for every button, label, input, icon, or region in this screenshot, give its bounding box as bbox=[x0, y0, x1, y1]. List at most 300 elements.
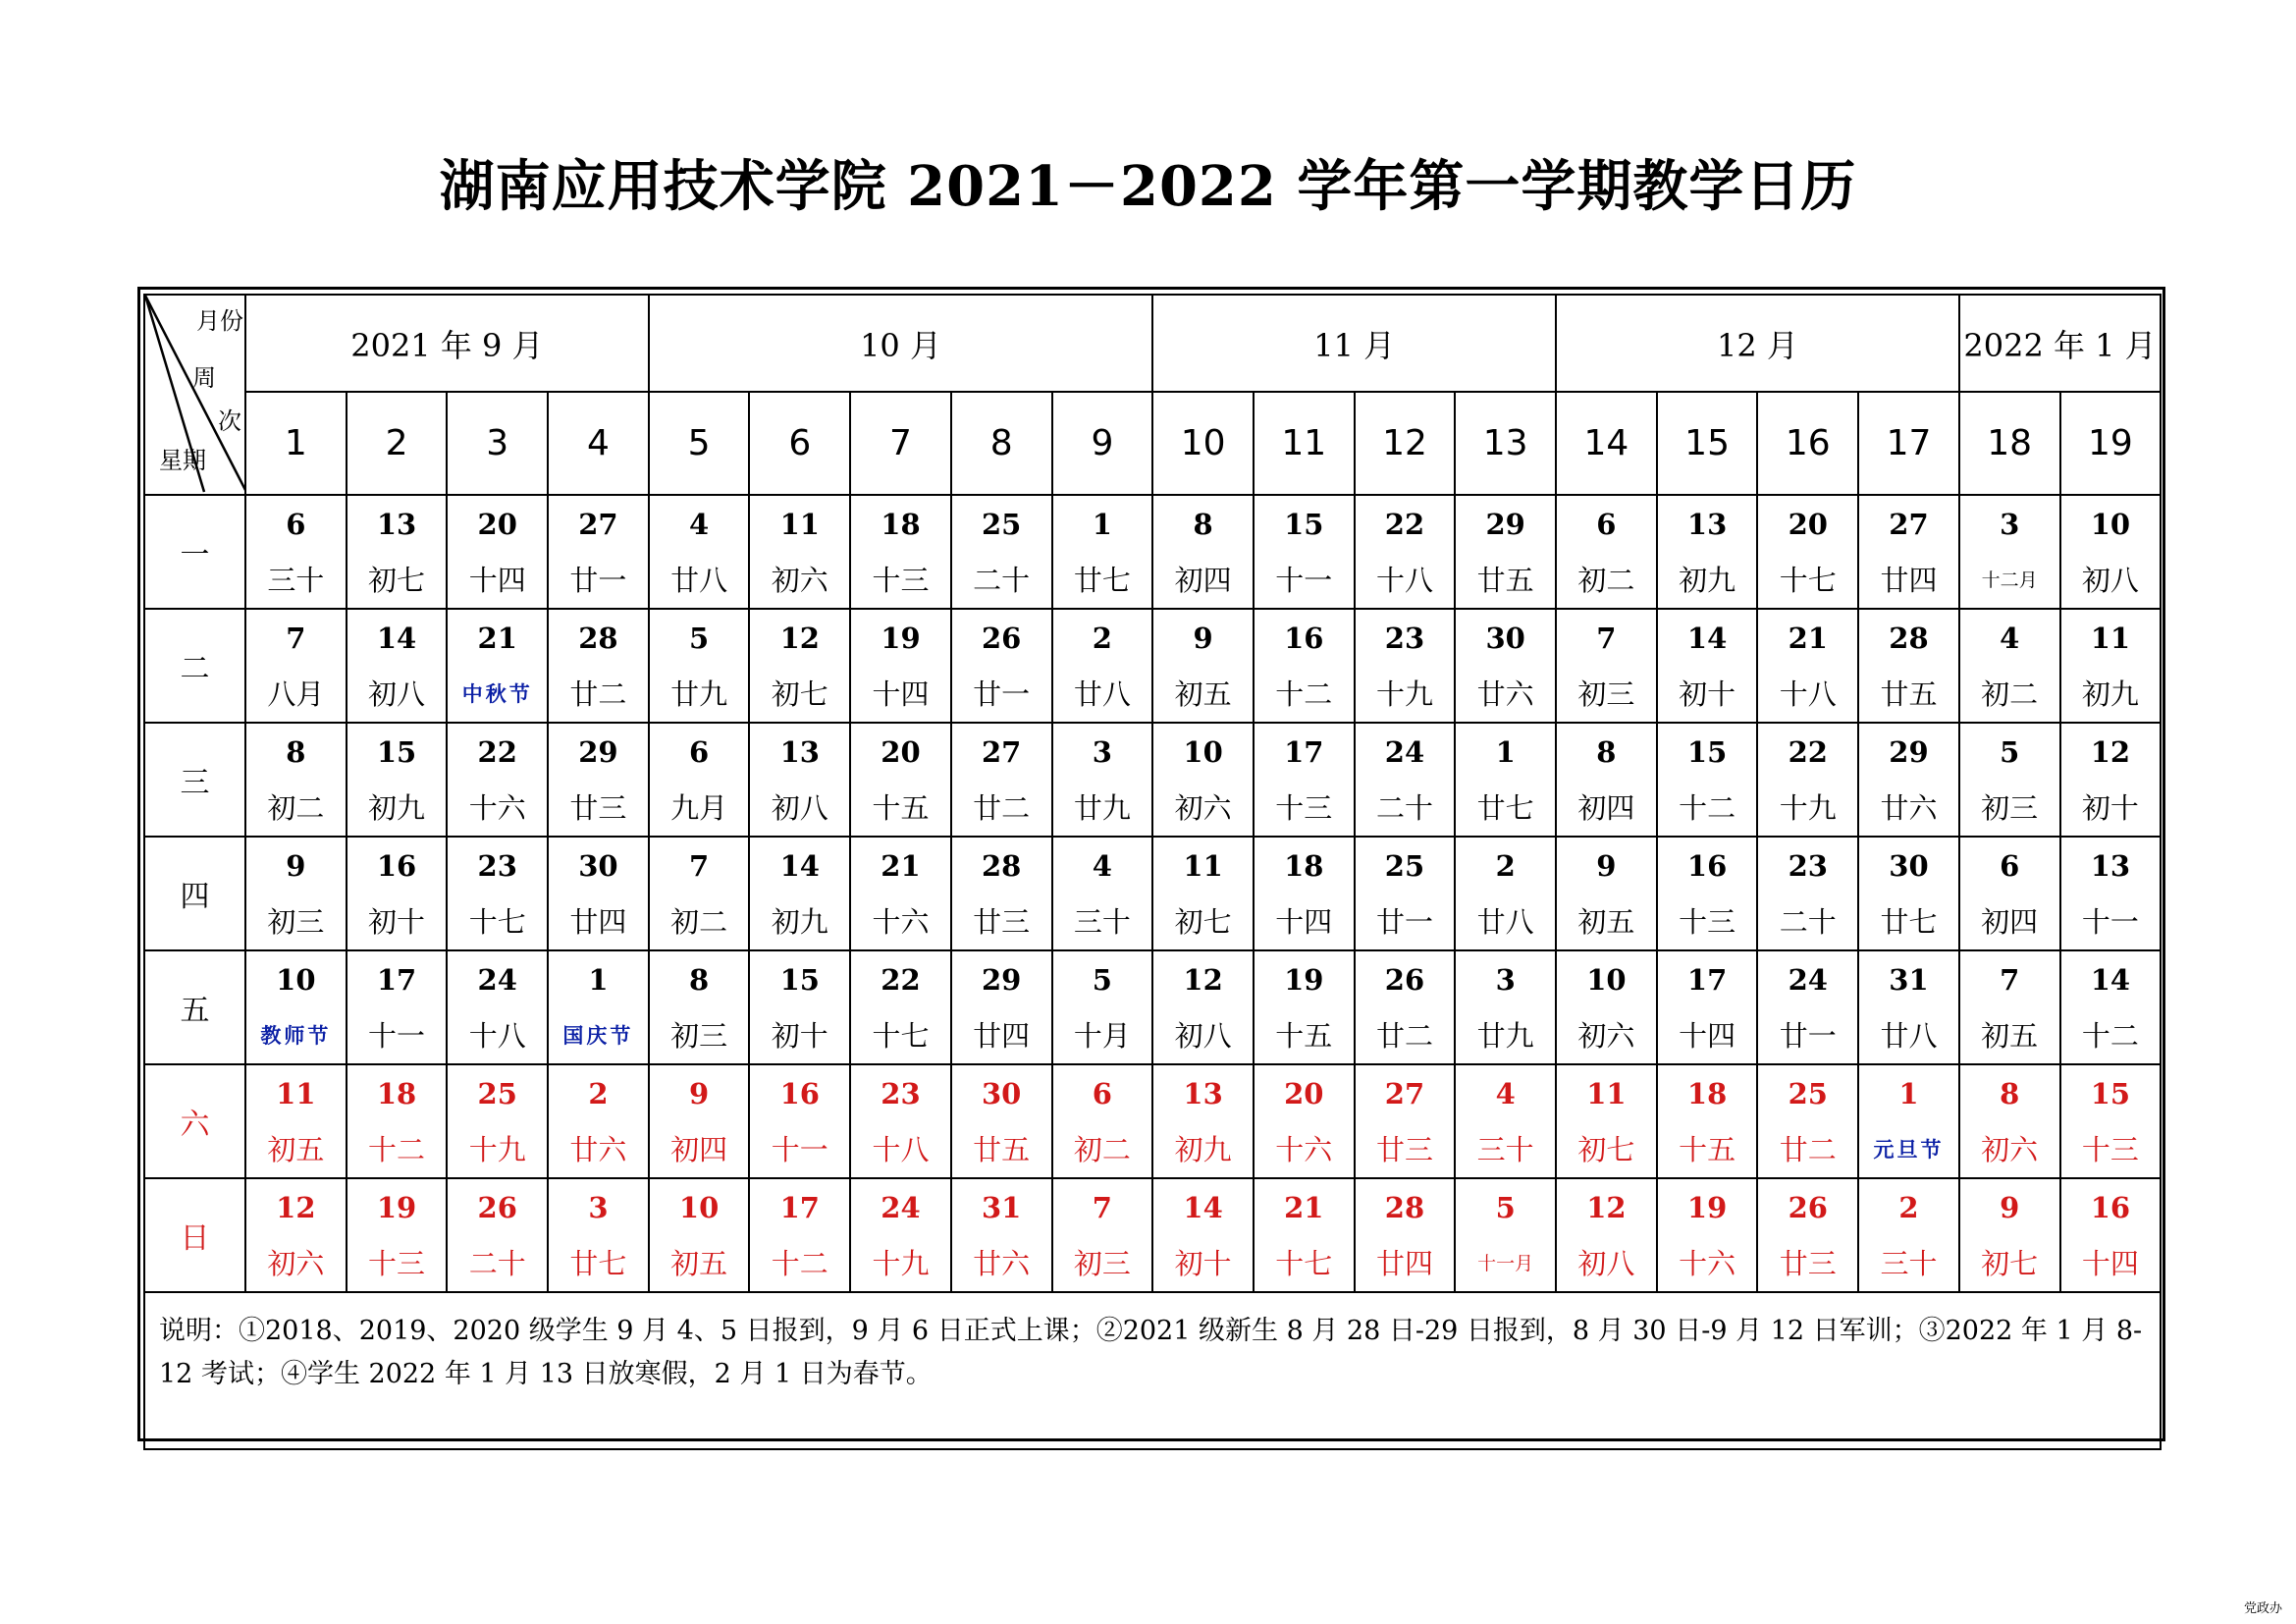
day-cell bbox=[1455, 723, 1556, 837]
day-cell bbox=[347, 837, 448, 950]
date-number: 2 bbox=[1092, 621, 1112, 655]
day-cell bbox=[649, 723, 750, 837]
lunar-date: 初五 bbox=[670, 1246, 728, 1280]
date-number: 25 bbox=[1788, 1076, 1828, 1110]
lunar-date: 廿七 bbox=[569, 1246, 627, 1280]
lunar-date: 初三 bbox=[1577, 677, 1635, 711]
lunar-date: 十八 bbox=[1779, 677, 1837, 711]
date-number: 4 bbox=[1495, 1076, 1516, 1110]
day-cell bbox=[1556, 723, 1657, 837]
day-cell bbox=[1556, 1064, 1657, 1178]
lunar-date: 初九 bbox=[1174, 1132, 1232, 1166]
date-number: 16 bbox=[376, 848, 417, 883]
day-cell bbox=[1254, 609, 1355, 723]
day-cell bbox=[1757, 1064, 1858, 1178]
date-number: 28 bbox=[1384, 1190, 1425, 1224]
date-number: 22 bbox=[1788, 734, 1828, 769]
date-number: 4 bbox=[689, 507, 710, 541]
lunar-date: 初七 bbox=[771, 677, 828, 711]
date-number: 13 bbox=[2090, 848, 2131, 883]
day-cell bbox=[2060, 723, 2162, 837]
day-cell bbox=[850, 1178, 951, 1292]
day-cell bbox=[1757, 495, 1858, 609]
month-header-row bbox=[144, 295, 2161, 392]
weekday-row bbox=[144, 837, 2161, 950]
date-number: 4 bbox=[1092, 848, 1112, 883]
lunar-date: 十七 bbox=[1779, 563, 1837, 597]
date-number: 30 bbox=[1485, 621, 1525, 655]
day-cell bbox=[548, 837, 649, 950]
lunar-date: 十四 bbox=[1275, 904, 1333, 939]
corner-month-label: 月份 bbox=[196, 307, 243, 335]
date-number: 12 bbox=[2090, 734, 2131, 769]
lunar-date: 廿二 bbox=[1779, 1132, 1837, 1166]
day-cell bbox=[1052, 1064, 1153, 1178]
lunar-date: 廿六 bbox=[1880, 790, 1938, 825]
corner-weekday-label: 星期 bbox=[159, 447, 206, 474]
week-number: 2 bbox=[347, 392, 448, 495]
lunar-date: 十一 bbox=[368, 1018, 426, 1053]
lunar-date: 初三 bbox=[1073, 1246, 1131, 1280]
day-cell bbox=[1254, 950, 1355, 1064]
date-number: 27 bbox=[1889, 507, 1929, 541]
lunar-date: 廿七 bbox=[1880, 904, 1938, 939]
date-number: 31 bbox=[981, 1190, 1022, 1224]
lunar-date: 二十 bbox=[1375, 790, 1433, 825]
date-number: 19 bbox=[1284, 962, 1324, 997]
lunar-date: 十二 bbox=[368, 1132, 426, 1166]
lunar-date: 初七 bbox=[1981, 1246, 2039, 1280]
week-number: 12 bbox=[1355, 392, 1456, 495]
day-cell bbox=[1254, 495, 1355, 609]
date-number: 20 bbox=[1788, 507, 1828, 541]
lunar-date: 初二 bbox=[1981, 677, 2039, 711]
date-number: 26 bbox=[477, 1190, 517, 1224]
month-dec: 12 月 bbox=[1556, 295, 1959, 392]
lunar-date: 廿三 bbox=[973, 904, 1031, 939]
day-cell bbox=[1355, 1178, 1456, 1292]
footer-department: 党政办 bbox=[2243, 1601, 2282, 1616]
day-cell bbox=[447, 1178, 548, 1292]
day-cell bbox=[649, 1064, 750, 1178]
lunar-date: 十四 bbox=[872, 677, 930, 711]
day-cell bbox=[1959, 837, 2060, 950]
day-cell bbox=[1858, 495, 1959, 609]
day-cell bbox=[951, 1178, 1052, 1292]
day-cell bbox=[1959, 1064, 2060, 1178]
lunar-date: 十五 bbox=[1275, 1018, 1333, 1053]
day-cell bbox=[749, 837, 850, 950]
lunar-date: 廿一 bbox=[1375, 904, 1433, 939]
day-cell bbox=[1959, 1178, 2060, 1292]
day-cell bbox=[548, 1064, 649, 1178]
lunar-date: 初八 bbox=[1577, 1246, 1635, 1280]
lunar-date: 初八 bbox=[771, 790, 828, 825]
date-number: 23 bbox=[881, 1076, 921, 1110]
date-number: 18 bbox=[881, 507, 921, 541]
weekday-label: 四 bbox=[144, 837, 245, 950]
lunar-date: 二十 bbox=[468, 1246, 526, 1280]
date-number: 20 bbox=[1284, 1076, 1324, 1110]
day-cell bbox=[347, 723, 448, 837]
lunar-date: 廿二 bbox=[569, 677, 627, 711]
day-cell bbox=[1657, 609, 1758, 723]
date-number: 17 bbox=[1284, 734, 1324, 769]
date-number: 8 bbox=[1193, 507, 1213, 541]
lunar-date: 廿七 bbox=[1476, 790, 1534, 825]
date-number: 16 bbox=[2090, 1190, 2131, 1224]
weekday-row bbox=[144, 1064, 2161, 1178]
weekday-label: 一 bbox=[144, 495, 245, 609]
date-number: 27 bbox=[1384, 1076, 1425, 1110]
week-number: 6 bbox=[749, 392, 850, 495]
lunar-date: 三十 bbox=[1880, 1246, 1938, 1280]
date-number: 12 bbox=[1586, 1190, 1627, 1224]
day-cell bbox=[850, 495, 951, 609]
day-cell bbox=[1657, 723, 1758, 837]
week-number: 4 bbox=[548, 392, 649, 495]
lunar-date: 初七 bbox=[368, 563, 426, 597]
date-number: 6 bbox=[1092, 1076, 1112, 1110]
day-cell bbox=[1152, 1064, 1254, 1178]
week-number: 10 bbox=[1152, 392, 1254, 495]
date-number: 15 bbox=[376, 734, 417, 769]
date-number: 21 bbox=[1284, 1190, 1324, 1224]
lunar-date: 十二月 bbox=[1981, 568, 2038, 591]
lunar-date: 初二 bbox=[267, 790, 325, 825]
lunar-date: 十五 bbox=[1679, 1132, 1736, 1166]
date-number: 30 bbox=[981, 1076, 1022, 1110]
lunar-date: 十六 bbox=[1275, 1132, 1333, 1166]
lunar-date: 廿五 bbox=[1880, 677, 1938, 711]
lunar-date: 三十 bbox=[1073, 904, 1131, 939]
date-number: 25 bbox=[477, 1076, 517, 1110]
week-number: 1 bbox=[245, 392, 347, 495]
date-number: 15 bbox=[779, 962, 820, 997]
day-cell bbox=[447, 837, 548, 950]
day-cell bbox=[1254, 1064, 1355, 1178]
lunar-date: 初十 bbox=[1174, 1246, 1232, 1280]
diagonal-corner bbox=[145, 296, 244, 494]
day-cell bbox=[347, 1064, 448, 1178]
date-number: 13 bbox=[1686, 507, 1728, 541]
lunar-date: 初七 bbox=[1174, 904, 1232, 939]
lunar-date: 十四 bbox=[1679, 1018, 1736, 1053]
day-cell bbox=[1556, 495, 1657, 609]
day-cell bbox=[1052, 495, 1153, 609]
day-cell bbox=[1757, 1178, 1858, 1292]
week-number: 8 bbox=[951, 392, 1052, 495]
lunar-date: 十七 bbox=[1275, 1246, 1333, 1280]
lunar-date: 初五 bbox=[1174, 677, 1232, 711]
day-cell bbox=[649, 495, 750, 609]
day-cell bbox=[1152, 495, 1254, 609]
day-cell bbox=[1858, 950, 1959, 1064]
lunar-date: 十一 bbox=[1275, 563, 1333, 597]
date-number: 18 bbox=[1686, 1076, 1728, 1110]
lunar-date: 初五 bbox=[267, 1132, 325, 1166]
date-number: 24 bbox=[1788, 962, 1828, 997]
lunar-date: 廿六 bbox=[569, 1132, 627, 1166]
day-cell bbox=[245, 950, 347, 1064]
lunar-date: 十三 bbox=[1275, 790, 1333, 825]
date-number: 5 bbox=[2000, 734, 2020, 769]
date-number: 14 bbox=[1686, 621, 1728, 655]
weekday-label: 六 bbox=[144, 1064, 245, 1178]
date-number: 14 bbox=[1183, 1190, 1223, 1224]
day-cell bbox=[2060, 609, 2162, 723]
day-cell bbox=[1858, 723, 1959, 837]
date-number: 9 bbox=[1193, 621, 1213, 655]
lunar-date: 十一 bbox=[771, 1132, 828, 1166]
lunar-date: 十二 bbox=[1679, 790, 1736, 825]
weekday-row bbox=[144, 723, 2161, 837]
lunar-date: 初八 bbox=[368, 677, 426, 711]
lunar-date: 初四 bbox=[1577, 790, 1635, 825]
corner-ci-label: 次 bbox=[218, 407, 241, 435]
date-number: 11 bbox=[1586, 1076, 1627, 1110]
date-number: 28 bbox=[578, 621, 618, 655]
notes-text: 说明：①2018、2019、2020 级学生 9 月 4、5 日报到，9 月 6 日正式上课；②2021 级新生 8 月 28 日-29 日报到，8 月 30 日-9 月 12 日军训；③2022 年 1 月 8-12 考试；④学生 2022 年 1 月 13 日放寒假，2 月 1 日为春节。 bbox=[144, 1292, 2161, 1449]
day-cell bbox=[548, 723, 649, 837]
lunar-date: 十四 bbox=[468, 563, 526, 597]
holiday-label: 元旦节 bbox=[1873, 1137, 1945, 1162]
lunar-date: 十六 bbox=[468, 790, 526, 825]
date-number: 9 bbox=[286, 848, 306, 883]
day-cell bbox=[1657, 837, 1758, 950]
date-number: 23 bbox=[1384, 621, 1425, 655]
week-number: 14 bbox=[1556, 392, 1657, 495]
date-number: 18 bbox=[376, 1076, 417, 1110]
week-number: 18 bbox=[1959, 392, 2060, 495]
holiday-label: 中秋节 bbox=[461, 681, 533, 706]
day-cell bbox=[1858, 837, 1959, 950]
day-cell bbox=[951, 837, 1052, 950]
lunar-date: 廿四 bbox=[569, 904, 627, 939]
lunar-date: 廿九 bbox=[1073, 790, 1131, 825]
holiday-label: 国庆节 bbox=[562, 1023, 634, 1048]
day-cell bbox=[548, 1178, 649, 1292]
lunar-date: 廿八 bbox=[1476, 904, 1534, 939]
lunar-date: 廿二 bbox=[973, 790, 1031, 825]
day-cell bbox=[347, 495, 448, 609]
date-number: 11 bbox=[1183, 848, 1223, 883]
day-cell bbox=[1254, 837, 1355, 950]
week-number: 9 bbox=[1052, 392, 1153, 495]
day-cell bbox=[1254, 1178, 1355, 1292]
lunar-date: 初四 bbox=[1981, 904, 2039, 939]
lunar-date: 初九 bbox=[2081, 677, 2139, 711]
date-number: 8 bbox=[689, 962, 710, 997]
date-number: 24 bbox=[1384, 734, 1425, 769]
date-number: 15 bbox=[1284, 507, 1324, 541]
day-cell bbox=[1455, 1178, 1556, 1292]
day-cell bbox=[1455, 1064, 1556, 1178]
day-cell bbox=[2060, 1064, 2162, 1178]
date-number: 3 bbox=[1092, 734, 1112, 769]
weekday-row bbox=[144, 950, 2161, 1064]
day-cell bbox=[951, 950, 1052, 1064]
date-number: 12 bbox=[779, 621, 820, 655]
day-cell bbox=[649, 837, 750, 950]
date-number: 21 bbox=[881, 848, 921, 883]
date-number: 5 bbox=[689, 621, 710, 655]
lunar-date: 十五 bbox=[872, 790, 930, 825]
lunar-date: 十月 bbox=[1073, 1018, 1131, 1053]
date-number: 10 bbox=[1183, 734, 1223, 769]
holiday-label: 教师节 bbox=[260, 1023, 332, 1048]
lunar-date: 三十 bbox=[267, 563, 325, 597]
date-number: 2 bbox=[1495, 848, 1516, 883]
day-cell bbox=[2060, 495, 2162, 609]
lunar-date: 十八 bbox=[872, 1132, 930, 1166]
weekday-label: 日 bbox=[144, 1178, 245, 1292]
day-cell bbox=[951, 723, 1052, 837]
day-cell bbox=[1355, 609, 1456, 723]
lunar-date: 廿八 bbox=[1073, 677, 1131, 711]
lunar-date: 廿六 bbox=[973, 1246, 1031, 1280]
lunar-date: 初五 bbox=[1981, 1018, 2039, 1053]
lunar-date: 廿三 bbox=[1779, 1246, 1837, 1280]
lunar-date: 初三 bbox=[1981, 790, 2039, 825]
date-number: 5 bbox=[1092, 962, 1112, 997]
lunar-date: 十三 bbox=[1679, 904, 1736, 939]
lunar-date: 初二 bbox=[1073, 1132, 1131, 1166]
day-cell bbox=[1052, 723, 1153, 837]
day-cell bbox=[447, 495, 548, 609]
day-cell bbox=[1757, 950, 1858, 1064]
date-number: 9 bbox=[1596, 848, 1617, 883]
day-cell bbox=[1052, 950, 1153, 1064]
date-number: 25 bbox=[981, 507, 1022, 541]
date-number: 14 bbox=[376, 621, 417, 655]
day-cell bbox=[548, 495, 649, 609]
day-cell bbox=[749, 495, 850, 609]
day-cell bbox=[447, 1064, 548, 1178]
date-number: 20 bbox=[477, 507, 517, 541]
day-cell bbox=[951, 1064, 1052, 1178]
week-number: 7 bbox=[850, 392, 951, 495]
day-cell bbox=[1355, 723, 1456, 837]
date-number: 24 bbox=[477, 962, 517, 997]
date-number: 7 bbox=[1596, 621, 1617, 655]
day-cell bbox=[850, 950, 951, 1064]
day-cell bbox=[1152, 1178, 1254, 1292]
lunar-date: 十九 bbox=[872, 1246, 930, 1280]
lunar-date: 九月 bbox=[670, 790, 728, 825]
day-cell bbox=[1858, 1064, 1959, 1178]
lunar-date: 廿七 bbox=[1073, 563, 1131, 597]
day-cell bbox=[1556, 609, 1657, 723]
week-number: 11 bbox=[1254, 392, 1355, 495]
day-cell bbox=[1757, 837, 1858, 950]
day-cell bbox=[1757, 609, 1858, 723]
day-cell bbox=[850, 609, 951, 723]
day-cell bbox=[1757, 723, 1858, 837]
date-number: 7 bbox=[689, 848, 710, 883]
date-number: 17 bbox=[779, 1190, 820, 1224]
date-number: 15 bbox=[2090, 1076, 2131, 1110]
lunar-date: 初六 bbox=[771, 563, 828, 597]
corner-week-label: 周 bbox=[192, 364, 216, 392]
corner-header-cell bbox=[144, 295, 245, 495]
month-sep-2021: 2021 年 9 月 bbox=[245, 295, 649, 392]
date-number: 30 bbox=[1889, 848, 1929, 883]
day-cell bbox=[447, 950, 548, 1064]
date-number: 8 bbox=[2000, 1076, 2020, 1110]
day-cell bbox=[548, 950, 649, 1064]
day-cell bbox=[2060, 837, 2162, 950]
date-number: 2 bbox=[1898, 1190, 1919, 1224]
weekday-label: 三 bbox=[144, 723, 245, 837]
lunar-date: 初三 bbox=[670, 1018, 728, 1053]
date-number: 20 bbox=[881, 734, 921, 769]
date-number: 8 bbox=[1596, 734, 1617, 769]
lunar-date: 十二 bbox=[1275, 677, 1333, 711]
lunar-date: 廿九 bbox=[1476, 1018, 1534, 1053]
day-cell bbox=[951, 609, 1052, 723]
lunar-date: 二十 bbox=[973, 563, 1031, 597]
day-cell bbox=[749, 723, 850, 837]
weekday-row bbox=[144, 1178, 2161, 1292]
lunar-date: 十三 bbox=[2081, 1132, 2139, 1166]
day-cell bbox=[1455, 495, 1556, 609]
lunar-date: 十七 bbox=[872, 1018, 930, 1053]
day-cell bbox=[1455, 837, 1556, 950]
day-cell bbox=[1959, 609, 2060, 723]
date-number: 18 bbox=[1284, 848, 1324, 883]
day-cell bbox=[1152, 950, 1254, 1064]
date-number: 26 bbox=[1384, 962, 1425, 997]
date-number: 29 bbox=[1485, 507, 1525, 541]
date-number: 3 bbox=[2000, 507, 2020, 541]
weekday-row bbox=[144, 495, 2161, 609]
date-number: 10 bbox=[678, 1190, 720, 1224]
date-number: 1 bbox=[1092, 507, 1112, 541]
day-cell bbox=[1959, 950, 2060, 1064]
day-cell bbox=[1152, 723, 1254, 837]
date-number: 13 bbox=[376, 507, 417, 541]
lunar-date: 十八 bbox=[468, 1018, 526, 1053]
lunar-date: 初六 bbox=[267, 1246, 325, 1280]
week-number: 5 bbox=[649, 392, 750, 495]
note-row bbox=[144, 1292, 2161, 1449]
day-cell bbox=[1052, 609, 1153, 723]
lunar-date: 初九 bbox=[771, 904, 828, 939]
day-cell bbox=[2060, 1178, 2162, 1292]
lunar-date: 十六 bbox=[1679, 1246, 1736, 1280]
date-number: 5 bbox=[1495, 1190, 1516, 1224]
lunar-date: 廿六 bbox=[1476, 677, 1534, 711]
lunar-date: 十八 bbox=[1375, 563, 1433, 597]
date-number: 9 bbox=[689, 1076, 710, 1110]
date-number: 11 bbox=[2090, 621, 2131, 655]
date-number: 13 bbox=[1183, 1076, 1223, 1110]
lunar-date: 初三 bbox=[267, 904, 325, 939]
month-oct: 10 月 bbox=[649, 295, 1153, 392]
day-cell bbox=[245, 1064, 347, 1178]
day-cell bbox=[749, 609, 850, 723]
date-number: 24 bbox=[881, 1190, 921, 1224]
day-cell bbox=[850, 1064, 951, 1178]
date-number: 21 bbox=[477, 621, 517, 655]
week-number: 13 bbox=[1455, 392, 1556, 495]
date-number: 7 bbox=[2000, 962, 2020, 997]
day-cell bbox=[749, 1178, 850, 1292]
date-number: 16 bbox=[1686, 848, 1728, 883]
date-number: 10 bbox=[2090, 507, 2131, 541]
date-number: 12 bbox=[1183, 962, 1223, 997]
